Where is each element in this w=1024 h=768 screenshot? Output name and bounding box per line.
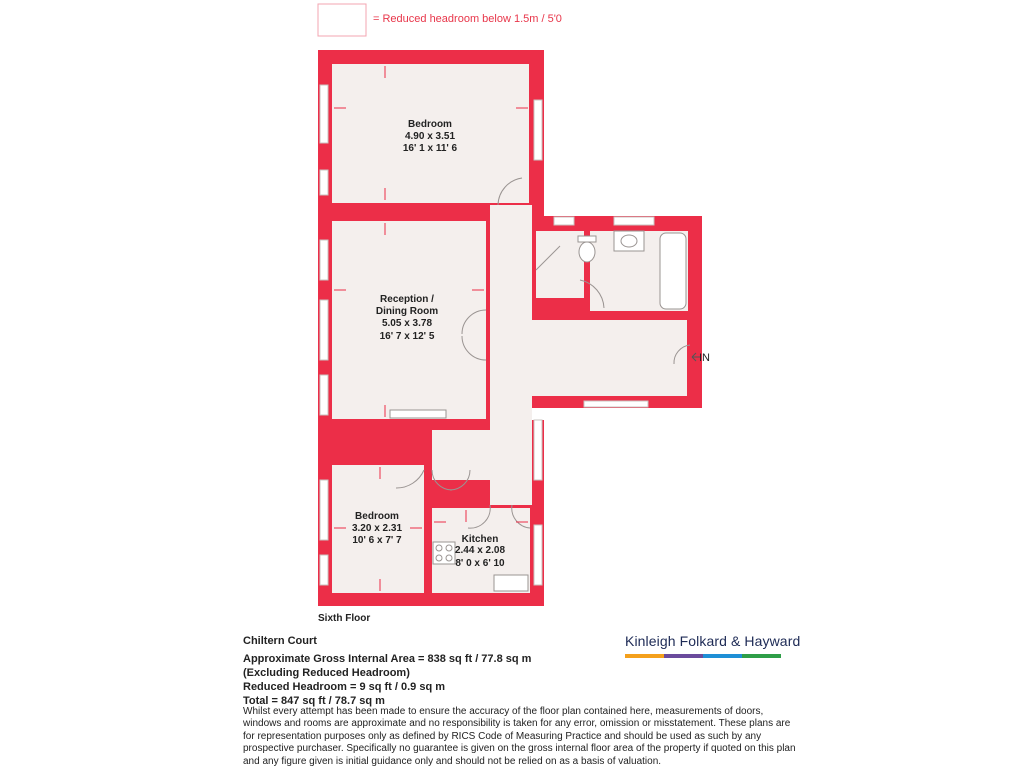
room-metric: 2.44 x 2.08 — [454, 545, 506, 556]
gross-area: Approximate Gross Internal Area = 838 sq ft / 77.8 sq m — [243, 653, 532, 665]
svg-text:IN: IN — [699, 352, 710, 364]
room-name: Kitchen — [461, 534, 499, 545]
room-imperial: 8' 0 x 6' 10 — [455, 558, 505, 569]
room-metric: 4.90 x 3.51 — [404, 131, 456, 142]
hallway-floor — [490, 205, 532, 505]
room-bedroom2 — [352, 511, 402, 546]
bath-icon — [660, 233, 686, 309]
brand-bar-segment — [742, 654, 781, 658]
brand-bar-segment — [664, 654, 703, 658]
brand-bar-segment — [703, 654, 742, 658]
brand-name: Kinleigh Folkard & Hayward — [625, 633, 801, 649]
room-name-line2: Dining Room — [375, 306, 439, 317]
property-name: Chiltern Court — [243, 635, 317, 647]
brand-color-bar — [625, 654, 781, 658]
room-name: Bedroom — [408, 119, 452, 130]
floor-name: Sixth Floor — [318, 613, 371, 624]
total-area: Total = 847 sq ft / 78.7 sq m — [243, 695, 385, 707]
reduced-headroom: Reduced Headroom = 9 sq ft / 0.9 sq m — [243, 681, 446, 693]
hob-icon — [433, 542, 455, 564]
legend-swatch — [318, 4, 366, 36]
cupboard-floor — [432, 430, 490, 480]
legend-text: = Reduced headroom below 1.5m / 5'0 — [373, 13, 562, 25]
room-imperial: 16' 1 x 11' 6 — [402, 143, 458, 154]
room-imperial: 10' 6 x 7' 7 — [352, 535, 402, 546]
toilet-icon — [579, 242, 595, 262]
entrance-hall-floor — [530, 320, 687, 396]
room-reception — [376, 294, 438, 342]
sink-icon — [494, 575, 528, 591]
room-name: Bedroom — [355, 511, 399, 522]
disclaimer: Whilst every attempt has been made to ensure the accuracy of the floor plan contained here, measurements of doors, windows and rooms are approximate and no responsibility is taken for any error, omission or misstatement. These plans are for representation purposes only as defined by RICS Code of Measuring Practice and should be used as such by any prospective purchaser. Specifically no guarantee is given on the gross internal floor area of the property if quoted on this plan and any figure given is initial guidance only and should not be relied on as a basis of valuation. — [243, 706, 796, 767]
excluding-note: (Excluding Reduced Headroom) — [243, 667, 410, 679]
wc-floor — [536, 231, 584, 298]
brand-bar-segment — [625, 654, 664, 658]
room-kitchen — [455, 534, 505, 569]
brand-logo — [625, 633, 801, 658]
room-metric: 5.05 x 3.78 — [381, 318, 433, 329]
room-metric: 3.20 x 2.31 — [351, 523, 403, 534]
room-imperial: 16' 7 x 12' 5 — [379, 331, 435, 342]
room-bedroom1 — [403, 119, 458, 154]
room-name-line1: Reception / — [380, 294, 434, 305]
